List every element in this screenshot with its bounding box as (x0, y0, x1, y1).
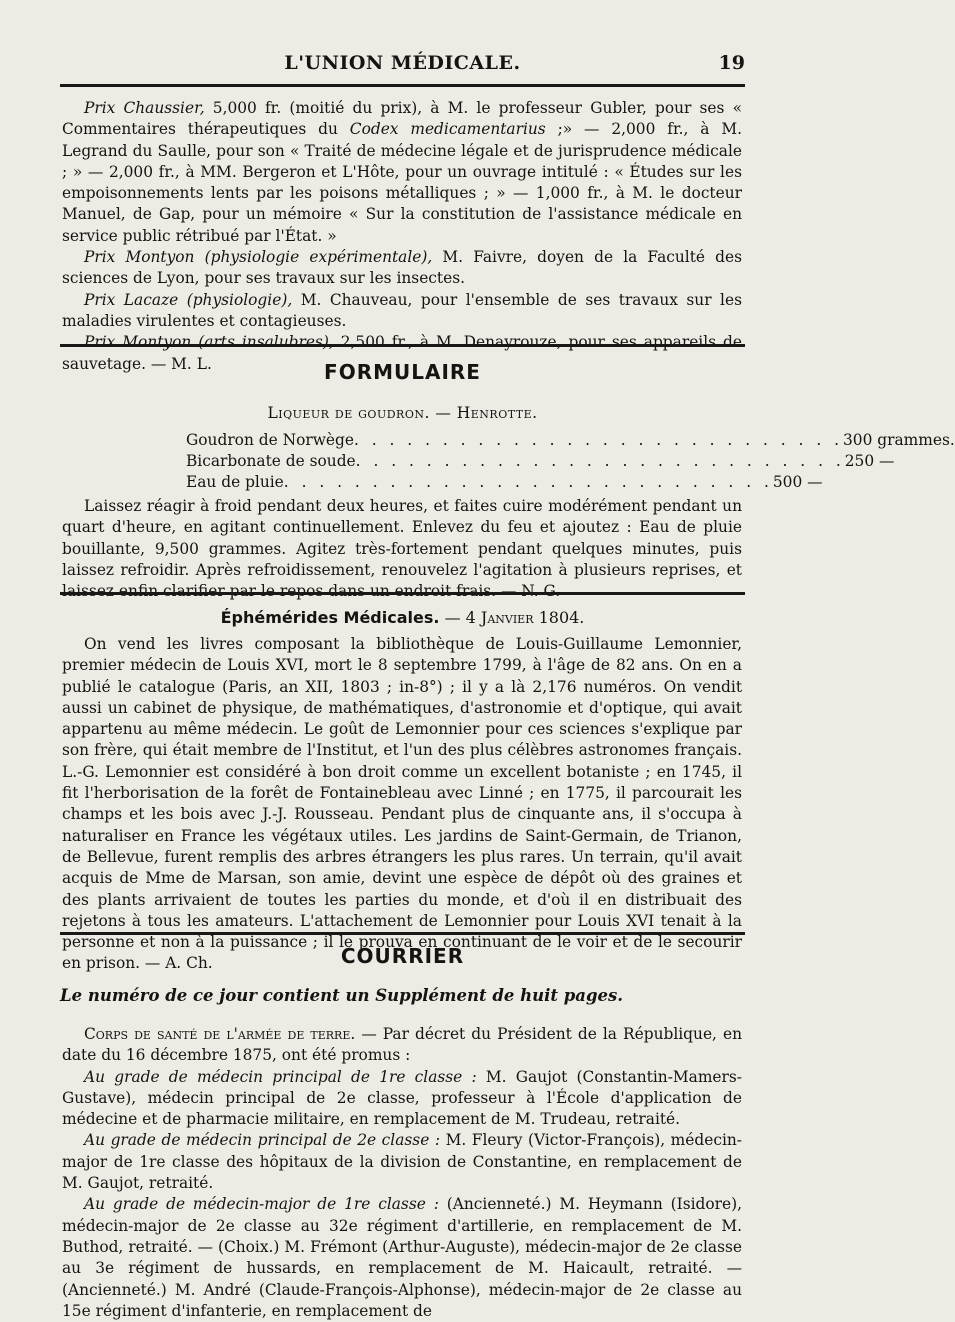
decree-paragraph: Corps de santé de l'armée de terre. — Par décret du Président de la République, en date du 16 décembre 1875, ont été promus : (62, 1025, 743, 1065)
formulaire-heading: FORMULAIRE (324, 360, 481, 384)
courrier-text (62, 1024, 742, 1322)
prize-paragraph: Prix Lacaze (physiologie), M. Chauveau, pour l'ensemble de ses travaux sur les maladies virulentes et contagieuses. (62, 290, 742, 330)
section-divider (60, 592, 745, 595)
journal-title: L'UNION MÉDICALE. (284, 52, 521, 74)
page-header (60, 52, 745, 78)
prize-paragraph: Prix Montyon (arts insalubres), 2,500 fr., à M. Denayrouze, pour ses appareils de sauvetage. — M. L. (62, 333, 742, 373)
header-rule (60, 84, 745, 87)
ingredient-row: Eau de pluie . . . . . . . . . . . . . . . . . . . . . . . . . . . . 500 — (186, 473, 823, 491)
recipe-ingredients (186, 430, 955, 493)
ingredient-row: Goudron de Norwège . . . . . . . . . . . . . . . . . . . . . . . . . . . . 300 grammes. (186, 431, 955, 449)
recipe-instructions: Laissez réagir à froid pendant deux heures, et faites cuire modérément pendant un quart d'heure, en agitant continuellement. Enlevez du feu et ajoutez : Eau de pluie bouillante, 9,500 grammes. Agitez très-fortement pendant quelques minutes, puis laissez refroidir. Après refroidissement, renouvelez l'agitation à plusieurs reprises, et laissez enfin clarifier par le repos dans un endroit frais. — N. G. (62, 497, 742, 601)
ingredient-row: Bicarbonate de soude . . . . . . . . . . . . . . . . . . . . . . . . . . . . 250 — (186, 452, 895, 470)
prize-paragraph: Prix Chaussier, 5,000 fr. (moitié du prix), à M. le professeur Gubler, pour ses « Commentaires thérapeutiques du Codex medicamentarius ;» — 2,000 fr., à M. Legrand du Saulle, pour son « Traité de médecine légale et de jurisprudence médicale ; » — 2,000 fr., à MM. Bergeron et L'Hôte, pour un ouvrage intitulé : « Études sur les empoisonnements lents par les poisons métalliques ; » — 1,000 fr., à M. le docteur Manuel, de Gap, pour un mémoire « Sur la constitution de l'assistance médicale en service public rétribué par l'État. » (62, 99, 742, 245)
section-divider (60, 932, 745, 935)
section-divider (60, 344, 745, 347)
prizes-section (62, 98, 742, 375)
supplement-notice: Le numéro de ce jour contient un Supplément de huit pages. (60, 986, 624, 1005)
promotion-paragraph: Au grade de médecin principal de 1re classe : M. Gaujot (Constantin-Mamers-Gustave), médecin principal de 2e classe, professeur à l'École d'application de médecine et de pharmacie militaire, en remplacement de M. Trudeau, retraité. (62, 1067, 742, 1129)
page-number: 19 (718, 52, 745, 74)
promotion-paragraph: Au grade de médecin-major de 1re classe : (Ancienneté.) M. Heymann (Isidore), médecin-major de 2e classe au 32e régiment d'artillerie, en remplacement de M. Buthod, retraité. — (Choix.) M. Frémont (Arthur-Auguste), médecin-major de 2e classe au 3e régiment de hussards, en remplacement de M. Haicault, retraité. — (Ancienneté.) M. André (Claude-François-Alphonse), médecin-major de 2e classe au 15e régiment d'infanterie, en remplacement de (62, 1195, 742, 1320)
ephemerides-text: On vend les livres composant la bibliothèque de Louis-Guillaume Lemonnier, premier médecin de Louis XVI, mort le 8 septembre 1799, à l'âge de 82 ans. On en a publié le catalogue (Paris, an XII, 1803 ; in-8°) ; il y a là 2,176 numéros. On vendit aussi un cabinet de physique, de mathématiques, d'astronomie et d'optique, qui avait appartenu au même médecin. Le goût de Lemonnier pour ces sciences s'explique par son frère, qui était membre de l'Institut, et l'un des plus célèbres astronomes français. L.-G. Lemonnier est considéré à bon droit comme un excellent botaniste ; en 1745, il fit l'herborisation de la forêt de Fontainebleau avec Linné ; en 1775, il parcourait les champs et les bois avec J.-J. Rousseau. Pendant plus de cinquante ans, il s'occupa à naturaliser en France les végétaux utiles. Les jardins de Saint-Germain, de Trianon, de Bellevue, furent remplis des arbres étrangers les plus rares. Un terrain, qu'il avait acquis de Mme de Marsan, son amie, devint une espèce de dépôt où des graines et des plants arrivaient de toutes les parties du monde, et d'où il en distribuait des rejetons à tous les amateurs. L'attachement de Lemonnier pour Louis XVI tenait à la personne et non à la puissance ; il le prouva en continuant de le voir et de le secourir en prison. — A. Ch. (62, 635, 742, 973)
promotion-paragraph: Au grade de médecin principal de 2e classe : M. Fleury (Victor-François), médecin-major de 1re classe des hôpitaux de la division de Constantine, en remplacement de M. Gaujot, retraité. (62, 1131, 742, 1193)
prize-paragraph: Prix Montyon (physiologie expérimentale), M. Faivre, doyen de la Faculté des sciences de Lyon, pour ses travaux sur les insectes. (62, 248, 742, 288)
ephemerides-heading: Éphémérides Médicales. — 4 Janvier 1804. (220, 608, 585, 627)
courrier-heading: COURRIER (340, 944, 465, 968)
recipe-title: Liqueur de goudron. — Henrotte. (267, 404, 538, 422)
